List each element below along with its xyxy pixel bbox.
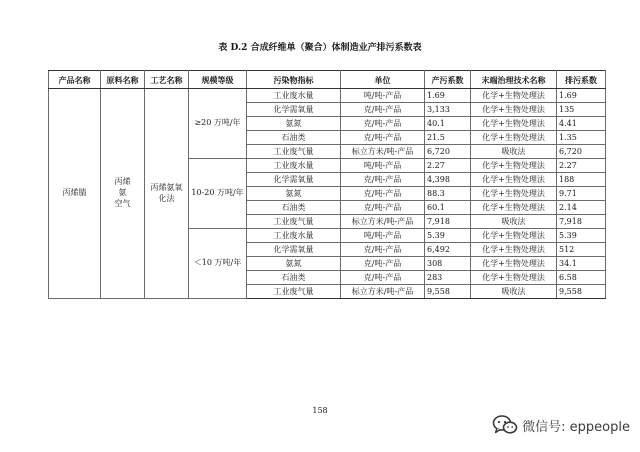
generation-value-cell: 3,133 — [425, 103, 471, 117]
header-process: 工艺名称 — [145, 71, 189, 89]
treatment-cell: 化学+生物处理法 — [471, 201, 557, 215]
unit-cell: 吨/吨-产品 — [341, 229, 425, 243]
treatment-cell: 化学+生物处理法 — [471, 257, 557, 271]
emission-value-cell: 188 — [557, 173, 606, 187]
pollutant-cell: 化学需氧量 — [247, 103, 341, 117]
header-pollutant: 污染物指标 — [247, 71, 341, 89]
pollutant-cell: 石油类 — [247, 271, 341, 285]
unit-cell: 克/吨-产品 — [341, 271, 425, 285]
table-header-row — [49, 71, 606, 89]
unit-cell: 标立方米/吨-产品 — [341, 285, 425, 299]
treatment-cell: 吸收法 — [471, 285, 557, 299]
generation-value-cell: 60.1 — [425, 201, 471, 215]
unit-cell: 克/吨-产品 — [341, 243, 425, 257]
emission-value-cell: 6.58 — [557, 271, 606, 285]
treatment-cell: 化学+生物处理法 — [471, 103, 557, 117]
emission-value-cell: 512 — [557, 243, 606, 257]
emission-value-cell: 7,918 — [557, 215, 606, 229]
emission-value-cell: 9,558 — [557, 285, 606, 299]
header-scale: 规模等级 — [189, 71, 247, 89]
header-generation-coefficient: 产污系数 — [425, 71, 471, 89]
treatment-cell: 化学+生物处理法 — [471, 89, 557, 103]
pollutant-cell: 石油类 — [247, 201, 341, 215]
unit-cell: 标立方米/吨-产品 — [341, 145, 425, 159]
pollutant-cell: 工业废气量 — [247, 145, 341, 159]
generation-value-cell: 6,720 — [425, 145, 471, 159]
product-name-cell: 丙烯腈 — [49, 89, 101, 299]
scale-cell: 10-20 万吨/年 — [189, 159, 247, 229]
generation-value-cell: 283 — [425, 271, 471, 285]
table-row — [49, 89, 606, 103]
generation-value-cell: 9,558 — [425, 285, 471, 299]
pollutant-cell: 工业废水量 — [247, 159, 341, 173]
treatment-cell: 化学+生物处理法 — [471, 187, 557, 201]
header-unit: 单位 — [341, 71, 425, 89]
header-product: 产品名称 — [49, 71, 101, 89]
scale-cell: ＜10 万吨/年 — [189, 229, 247, 299]
generation-value-cell: 40.1 — [425, 117, 471, 131]
pollutant-cell: 氨氮 — [247, 257, 341, 271]
unit-cell: 克/吨-产品 — [341, 103, 425, 117]
treatment-cell: 吸收法 — [471, 215, 557, 229]
treatment-cell: 化学+生物处理法 — [471, 173, 557, 187]
generation-value-cell: 2.27 — [425, 159, 471, 173]
unit-cell: 吨/吨-产品 — [341, 159, 425, 173]
pollutant-cell: 化学需氧量 — [247, 173, 341, 187]
page-number: 158 — [312, 406, 328, 415]
header-emission-coefficient: 排污系数 — [557, 71, 606, 89]
unit-cell: 克/吨-产品 — [341, 173, 425, 187]
generation-value-cell: 308 — [425, 257, 471, 271]
table-caption: 表 D.2 合成纤维单（聚合）体制造业产排污系数表 — [218, 43, 422, 53]
pollutant-cell: 工业废水量 — [247, 229, 341, 243]
treatment-cell: 化学+生物处理法 — [471, 131, 557, 145]
pollutant-cell: 石油类 — [247, 131, 341, 145]
emission-value-cell: 2.27 — [557, 159, 606, 173]
treatment-cell: 化学+生物处理法 — [471, 117, 557, 131]
emission-value-cell: 135 — [557, 103, 606, 117]
treatment-cell: 化学+生物处理法 — [471, 243, 557, 257]
generation-value-cell: 21.5 — [425, 131, 471, 145]
emission-value-cell: 1.69 — [557, 89, 606, 103]
generation-value-cell: 88.3 — [425, 187, 471, 201]
generation-value-cell: 7,918 — [425, 215, 471, 229]
emission-value-cell: 1.35 — [557, 131, 606, 145]
emission-value-cell: 2.14 — [557, 201, 606, 215]
pollutant-cell: 工业废气量 — [247, 215, 341, 229]
treatment-cell: 吸收法 — [471, 145, 557, 159]
pollutant-cell: 工业废水量 — [247, 89, 341, 103]
pollutant-cell: 氨氮 — [247, 117, 341, 131]
unit-cell: 克/吨-产品 — [341, 131, 425, 145]
unit-cell: 吨/吨-产品 — [341, 89, 425, 103]
pollutant-cell: 氨氮 — [247, 187, 341, 201]
raw-materials-cell: 丙烯 氨 空气 — [101, 89, 145, 299]
treatment-cell: 化学+生物处理法 — [471, 229, 557, 243]
unit-cell: 标立方米/吨-产品 — [341, 215, 425, 229]
wechat-icon — [492, 414, 518, 436]
unit-cell: 克/吨-产品 — [341, 201, 425, 215]
generation-value-cell: 5.39 — [425, 229, 471, 243]
header-material: 原料名称 — [101, 71, 145, 89]
emission-value-cell: 34.1 — [557, 257, 606, 271]
scale-cell: ≥20 万吨/年 — [189, 89, 247, 159]
treatment-cell: 化学+生物处理法 — [471, 271, 557, 285]
emission-value-cell: 5.39 — [557, 229, 606, 243]
watermark — [492, 414, 630, 436]
generation-value-cell: 6,492 — [425, 243, 471, 257]
pollutant-cell: 工业废气量 — [247, 285, 341, 299]
emission-value-cell: 4.41 — [557, 117, 606, 131]
treatment-cell: 化学+生物处理法 — [471, 159, 557, 173]
generation-value-cell: 1.69 — [425, 89, 471, 103]
unit-cell: 克/吨-产品 — [341, 257, 425, 271]
unit-cell: 克/吨-产品 — [341, 117, 425, 131]
process-name-cell: 丙烯氨氧 化法 — [145, 89, 189, 299]
pollutant-cell: 化学需氧量 — [247, 243, 341, 257]
emission-value-cell: 9.71 — [557, 187, 606, 201]
emission-coefficient-table — [48, 70, 606, 299]
generation-value-cell: 4,398 — [425, 173, 471, 187]
emission-value-cell: 6,720 — [557, 145, 606, 159]
header-treatment-technology: 末端治理技术名称 — [471, 71, 557, 89]
unit-cell: 克/吨-产品 — [341, 187, 425, 201]
watermark-text: 微信号: eppeople — [522, 419, 630, 435]
